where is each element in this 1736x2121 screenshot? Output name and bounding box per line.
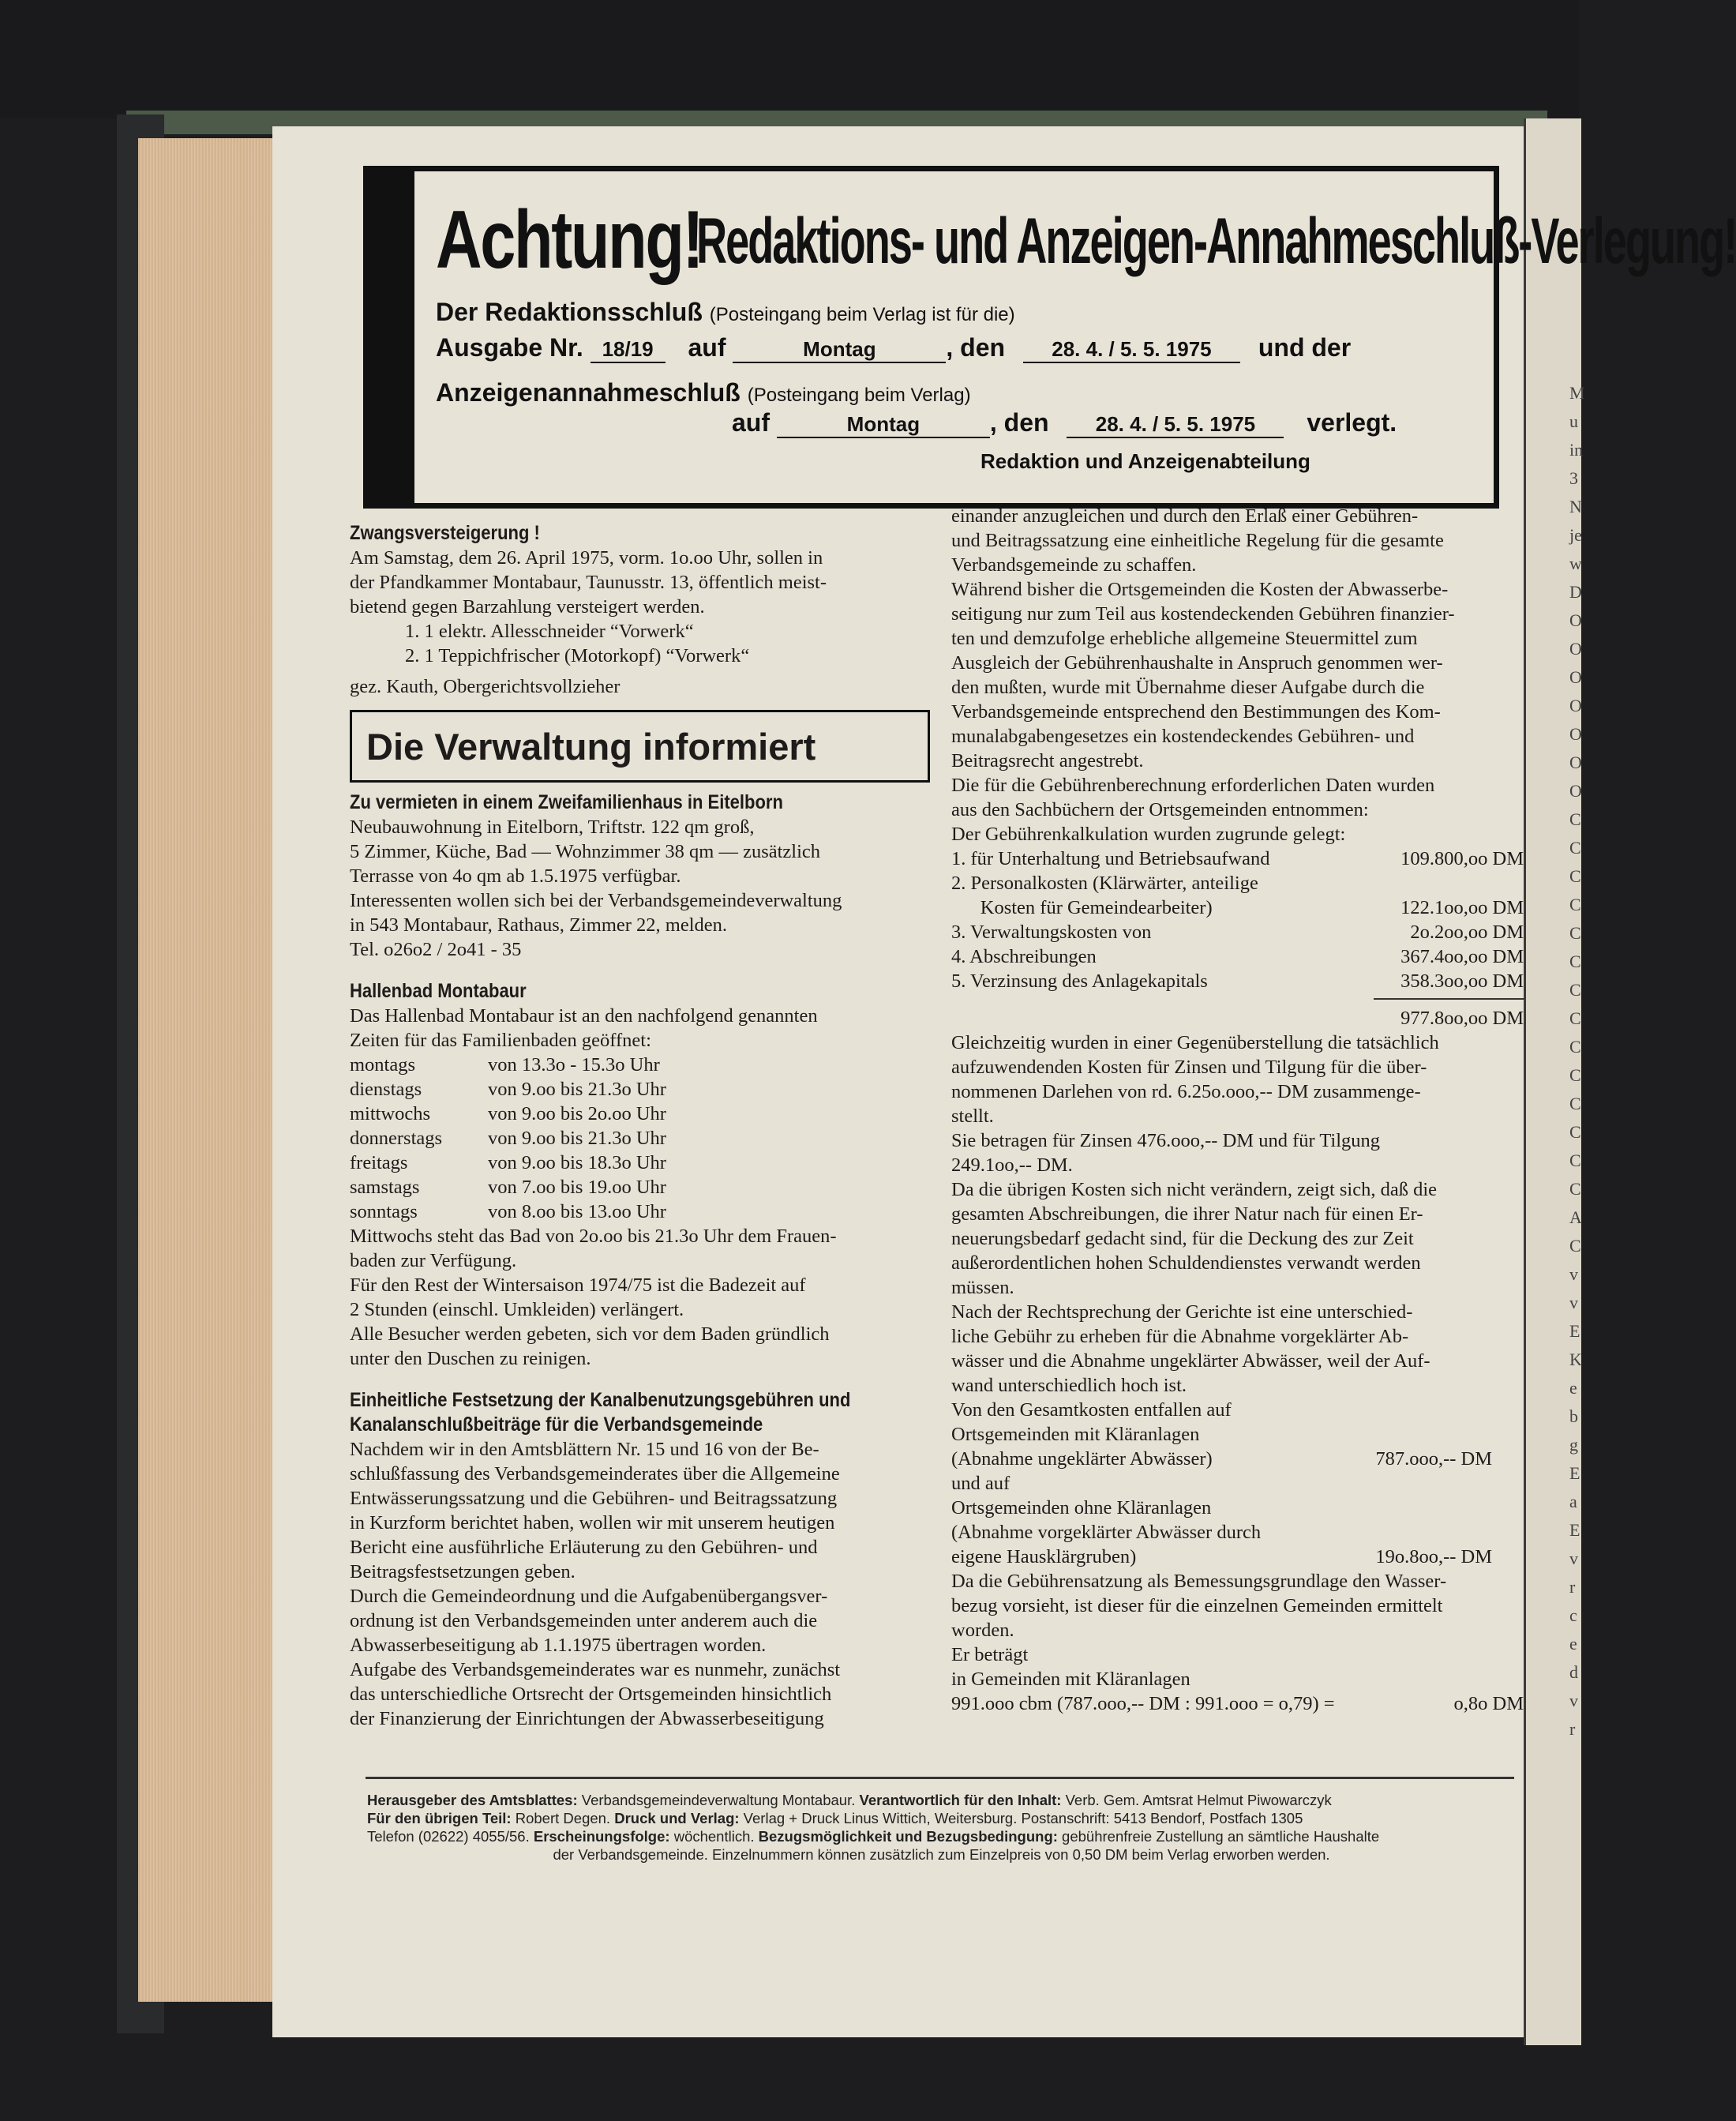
next-page-letter: je [1569, 525, 1582, 545]
text-line: Da die Gebührensatzung als Bemessungsgrundlage den Wasser- [951, 1571, 1447, 1592]
next-page-letter: a [1569, 1492, 1577, 1511]
text-line: Ortsgemeinden mit Kläranlagen [951, 1424, 1200, 1445]
text-line: Interessenten wollen sich bei der Verbandsgemeindeverwaltung [350, 890, 842, 911]
right-column [951, 504, 1524, 1716]
cost-row: 4. Abschreibungen 367.4oo,oo DM [951, 946, 1524, 967]
text-line: Das Hallenbad Montabaur ist an den nachfolgend genannten [350, 1005, 818, 1027]
next-page-letter: C [1569, 923, 1581, 943]
with-plants-row: (Abnahme ungeklärter Abwässer) 787.ooo,-- DM [951, 1448, 1492, 1470]
next-page-letter: b [1569, 1406, 1578, 1426]
footer-line: der Verbandsgemeinde. Einzelnummern können zusätzlich zum Einzelpreis von 0,50 DM beim Verlag erworben werden. [553, 1846, 1330, 1863]
text-line: Aufgabe des Verbandsgemeinderates war es nunmehr, zunächst [350, 1659, 841, 1680]
next-page-letter: O [1569, 724, 1582, 744]
next-page-letter: C [1569, 1122, 1581, 1142]
text-line: Tel. o26o2 / 2o41 - 35 [350, 939, 522, 960]
text-line: neuerungsbedarf gedacht sind, für die Deckung des zur Zeit [951, 1228, 1414, 1249]
next-page-letter: u [1569, 411, 1578, 431]
text-line: Abwasserbeseitigung ab 1.1.1975 übertragen worden. [350, 1635, 767, 1656]
next-page-letter: 3 [1569, 468, 1578, 488]
fees-heading: Einheitliche Festsetzung der Kanalbenutzungsgebühren und [350, 1389, 851, 1411]
text-line: und Beitragssatzung eine einheitliche Regelung für die gesamte [951, 530, 1444, 551]
text-line: in Gemeinden mit Kläranlagen [951, 1669, 1190, 1690]
next-page-letter: r [1569, 1577, 1576, 1597]
next-page-letter: C [1569, 1151, 1581, 1170]
right-text-a [951, 504, 1524, 847]
text-line: Ausgleich der Gebührenhaushalte in Anspruch genommen wer- [951, 652, 1443, 674]
text-line: einander anzugleichen und durch den Erlaß einer Gebühren- [951, 505, 1419, 527]
next-page-letter: C [1569, 895, 1581, 914]
deadline-banner [363, 166, 1736, 509]
text-line: ten und demzufolge erhebliche allgemeine Steuermittel zum [951, 628, 1418, 649]
next-page-letter: C [1569, 1236, 1581, 1256]
text-line: Verbandsgemeinde zu schaffen. [951, 554, 1197, 576]
cost-table [951, 847, 1524, 1030]
hours-row: samstags von 7.oo bis 19.oo Uhr [350, 1177, 666, 1198]
text-line: in Kurzform berichtet haben, wollen wir mit unserem heutigen [350, 1512, 835, 1534]
next-page-letter: in [1569, 440, 1584, 460]
banner-line-3: Anzeigenannahmeschluß (Posteingang beim Verlag) [436, 378, 971, 407]
text-line: unter den Duschen zu reinigen. [350, 1348, 591, 1369]
footer-line: Für den übrigen Teil: Robert Degen. Druck und Verlag: Verlag + Druck Linus Wittich, Weitersburg. Postanschrift: 5413 Bendorf, Postfach 1305 [367, 1810, 1303, 1826]
text-line: Nach der Rechtsprechung der Gerichte ist eine unterschied- [951, 1301, 1413, 1323]
next-page-letter: C [1569, 952, 1581, 971]
banner-line-4: auf Montag , den 28. 4. / 5. 5. 1975 verlegt. [732, 408, 1397, 437]
date-2: 28. 4. / 5. 5. 1975 [1067, 412, 1284, 438]
text-line: Zeiten für das Familienbaden geöffnet: [350, 1030, 651, 1051]
text-line: Von den Gesamtkosten entfallen auf [951, 1399, 1232, 1421]
rental-heading: Zu vermieten in einem Zweifamilienhaus in Eitelborn [350, 791, 783, 813]
text-line: in 543 Montabaur, Rathaus, Zimmer 22, melden. [350, 914, 728, 936]
next-page-letter: E [1569, 1463, 1580, 1483]
next-page-letter: e [1569, 1378, 1577, 1398]
next-page-letter: d [1569, 1662, 1578, 1682]
cost-row: 2. Personalkosten (Klärwärter, anteilige [951, 873, 1258, 894]
text-line: aus den Sachbüchern der Ortsgemeinden entnommen: [951, 799, 1369, 820]
next-page-letter: C [1569, 1094, 1581, 1113]
next-page-letters [1569, 379, 1585, 1744]
footer-line: Herausgeber des Amtsblattes: Verbandsgemeindeverwaltung Montabaur. Verantwortlich für den Inhalt: Verb. Gem. Amtsrat Helmut Piwowarczyk [367, 1792, 1332, 1808]
left-column [350, 521, 930, 1731]
text-line: Während bisher die Ortsgemeinden die Kosten der Abwasserbe- [951, 579, 1449, 600]
fees-heading-2: Kanalanschlußbeiträge für die Verbandsgemeinde [350, 1413, 763, 1436]
text-line: Gleichzeitig wurden in einer Gegenüberstellung die tatsächlich [951, 1032, 1439, 1053]
next-page-letter: v [1569, 1293, 1578, 1312]
next-page-letter: C [1569, 866, 1581, 886]
next-page-letter: C [1569, 1179, 1581, 1199]
text-line: Die für die Gebührenberechnung erforderlichen Daten wurden [951, 775, 1435, 796]
next-page-letter: E [1569, 1520, 1580, 1540]
info-box-title: Die Verwaltung informiert [350, 710, 930, 783]
banner-black-bar [369, 171, 414, 503]
text-line: müssen. [951, 1277, 1014, 1298]
right-text-b [951, 1030, 1524, 1447]
date-1: 28. 4. / 5. 5. 1975 [1023, 337, 1240, 363]
text-line: schlußfassung des Verbandsgemeinderates über die Allgemeine [350, 1463, 840, 1485]
next-page-edge [1524, 118, 1585, 2045]
text-line: das unterschiedliche Ortsrecht der Ortsgemeinden hinsichtlich [350, 1684, 832, 1705]
next-page-letter: C [1569, 980, 1581, 1000]
text-line: Für den Rest der Wintersaison 1974/75 ist die Badezeit auf [350, 1274, 806, 1296]
next-page-letter: C [1569, 1037, 1581, 1057]
banner-line-1: Der Redaktionsschluß (Posteingang beim Verlag ist für die) [436, 298, 1015, 326]
text-line: den mußten, wurde mit Übernahme dieser Aufgabe durch die [951, 677, 1425, 698]
cost-row: 5. Verzinsung des Anlagekapitals 358.3oo,oo DM [951, 970, 1524, 992]
text-line: Entwässerungssatzung und die Gebühren- und Beitragssatzung [350, 1488, 838, 1509]
next-page-letter: r [1569, 1719, 1576, 1739]
next-page-letter: c [1569, 1605, 1577, 1625]
next-page-letter: D [1569, 582, 1582, 602]
hours-row: dienstags von 9.oo bis 21.3o Uhr [350, 1079, 666, 1100]
text-line: baden zur Verfügung. [350, 1250, 517, 1271]
next-page-letter: C [1569, 838, 1581, 858]
text-line: nommenen Darlehen von rd. 6.25o.ooo,-- DM zusammenge- [951, 1081, 1421, 1102]
auction-item: 2. 1 Teppichfrischer (Motorkopf) “Vorwerk“ [405, 645, 750, 666]
cost-row: Kosten für Gemeindearbeiter) 122.1oo,oo DM [951, 897, 1524, 918]
text-line: Am Samstag, dem 26. April 1975, vorm. 1o.oo Uhr, sollen in [350, 547, 823, 569]
next-page-letter: O [1569, 610, 1582, 630]
text-line: und auf [951, 1473, 1010, 1494]
text-line: stellt. [951, 1106, 994, 1127]
next-page-letter: O [1569, 753, 1582, 772]
text-line: Beitragsfestsetzungen geben. [350, 1561, 576, 1582]
text-line: Ortsgemeinden ohne Kläranlagen [951, 1497, 1212, 1518]
next-page-letter: C [1569, 1008, 1581, 1028]
text-line: Bericht eine ausführliche Erläuterung zu den Gebühren- und [350, 1537, 818, 1558]
text-line: seitigung nur zum Teil aus kostendeckenden Gebühren finanzier- [951, 603, 1455, 625]
banner-line-2: Ausgabe Nr. 18/19 auf Montag , den 28. 4. / 5. 5. 1975 und der [436, 333, 1352, 362]
issue-number: 18/19 [591, 337, 666, 363]
background-top [0, 0, 1579, 118]
next-page-letter: w [1569, 554, 1582, 573]
text-line: Mittwochs steht das Bad von 2o.oo bis 21.3o Uhr dem Frauen- [350, 1226, 837, 1247]
next-page-letter: O [1569, 696, 1582, 715]
next-page-letter: C [1569, 809, 1581, 829]
fees-text [350, 1437, 930, 1731]
text-line: (Abnahme vorgeklärter Abwässer durch [951, 1522, 1262, 1543]
banner-signature: Redaktion und Anzeigenabteilung [980, 449, 1310, 473]
calc-row: 991.ooo cbm (787.ooo,-- DM : 991.ooo = o,79) = o,8o DM [951, 1693, 1524, 1714]
auction-text [350, 546, 930, 699]
next-page-letter: C [1569, 1065, 1581, 1085]
next-page-letter: v [1569, 1549, 1578, 1568]
weekday-1: Montag [733, 337, 946, 363]
sum-rule [1374, 998, 1524, 1000]
text-line: 2 Stunden (einschl. Umkleiden) verlängert. [350, 1299, 684, 1320]
next-page-letter: K [1569, 1350, 1582, 1369]
pool-text [350, 1004, 930, 1371]
next-page-letter: g [1569, 1435, 1578, 1455]
text-line: Der Gebührenkalkulation wurden zugrunde gelegt: [951, 824, 1346, 845]
text-line: aufzuwendenden Kosten für Zinsen und Tilgung für die über- [951, 1057, 1427, 1078]
next-page-letter: E [1569, 1321, 1580, 1341]
next-page-letter: v [1569, 1264, 1578, 1284]
hours-row: donnerstags von 9.oo bis 21.3o Uhr [350, 1128, 666, 1149]
auction-heading: Zwangsversteigerung ! [350, 522, 540, 544]
next-page-letter: O [1569, 781, 1582, 801]
text-line: gesamten Abschreibungen, die ihrer Natur nach für einen Er- [951, 1203, 1423, 1225]
text-line: Neubauwohnung in Eitelborn, Triftstr. 122 qm groß, [350, 816, 755, 838]
text-line: Terrasse von 4o qm ab 1.5.1975 verfügbar. [350, 865, 681, 887]
footer-line: Telefon (02622) 4055/56. Erscheinungsfolge: wöchentlich. Bezugsmöglichkeit und Bezugsbedingung: gebührenfreie Zustellung an sämtliche Haushalte [367, 1828, 1380, 1845]
text-line: außerordentlichen hohen Schuldendienstes verwandt werden [951, 1252, 1421, 1274]
text-line: Da die übrigen Kosten sich nicht verändern, zeigt sich, daß die [951, 1179, 1438, 1200]
text-line: Er beträgt [951, 1644, 1029, 1665]
text-line: der Pfandkammer Montabaur, Taunusstr. 13, öffentlich meist- [350, 572, 827, 593]
text-line: 5 Zimmer, Küche, Bad — Wohnzimmer 38 qm — zusätzlich [350, 841, 821, 862]
text-line: liche Gebühr zu erheben für die Abnahme vorgeklärter Ab- [951, 1326, 1409, 1347]
without-plants-row: eigene Hausklärgruben) 19o.8oo,-- DM [951, 1546, 1492, 1567]
text-line: Beitragsrecht angestrebt. [951, 750, 1144, 771]
text-line: munalabgabengesetzes ein kostendeckendes Gebühren- und [951, 726, 1415, 747]
banner-headline [436, 193, 1736, 287]
right-text-c [951, 1569, 1524, 1691]
auction-signed: gez. Kauth, Obergerichtsvollzieher [350, 676, 621, 697]
imprint-footer [367, 1791, 1516, 1864]
next-page-letter: O [1569, 667, 1582, 687]
text-line: worden. [951, 1620, 1014, 1641]
hours-row: mittwochs von 9.oo bis 2o.oo Uhr [350, 1103, 666, 1124]
text-line: der Finanzierung der Einrichtungen der Abwasserbeseitigung [350, 1708, 824, 1729]
rental-text [350, 815, 930, 962]
text-line: Durch die Gemeindeordnung und die Aufgabenübergangsver- [350, 1586, 828, 1607]
hours-row: montags von 13.3o - 15.3o Uhr [350, 1054, 660, 1076]
hours-row: sonntags von 8.oo bis 13.oo Uhr [350, 1201, 666, 1222]
auction-item: 1. 1 elektr. Allesschneider “Vorwerk“ [405, 621, 694, 642]
pool-heading: Hallenbad Montabaur [350, 980, 527, 1002]
weekday-2: Montag [777, 412, 990, 438]
text-line: Sie betragen für Zinsen 476.ooo,-- DM und für Tilgung [951, 1130, 1381, 1151]
footer-rule [366, 1777, 1514, 1779]
cost-total: 977.8oo,oo DM [1400, 1008, 1524, 1029]
text-line: bietend gegen Barzahlung versteigert werden. [350, 596, 705, 618]
cost-row: 1. für Unterhaltung und Betriebsaufwand 109.800,oo DM [951, 848, 1524, 869]
hours-row: freitags von 9.oo bis 18.3o Uhr [350, 1152, 666, 1173]
page-edges [138, 138, 276, 2002]
text-line: 249.1oo,-- DM. [951, 1154, 1073, 1176]
text-line: Nachdem wir in den Amtsblättern Nr. 15 und 16 von der Be- [350, 1439, 819, 1460]
headline-rest: Redaktions- und Anzeigen-Annahmeschluß-Verlegung! [696, 205, 1736, 277]
text-line: Alle Besucher werden gebeten, sich vor dem Baden gründlich [350, 1323, 830, 1345]
next-page-letter: M [1569, 383, 1585, 403]
text-line: bezug vorsieht, ist dieser für die einzelnen Gemeinden ermittelt [951, 1595, 1443, 1616]
text-line: ordnung ist den Verbandsgemeinden unter anderem auch die [350, 1610, 818, 1631]
next-page-letter: O [1569, 639, 1582, 659]
text-line: Verbandsgemeinde entsprechend den Bestimmungen des Kom- [951, 701, 1441, 723]
cost-row: 3. Verwaltungskosten von 2o.2oo,oo DM [951, 922, 1524, 943]
next-page-letter: v [1569, 1691, 1578, 1710]
text-line: wässer und die Abnahme ungeklärter Abwässer, weil der Auf- [951, 1350, 1430, 1372]
text-line: wand unterschiedlich hoch ist. [951, 1375, 1187, 1396]
next-page-letter: N [1569, 497, 1582, 516]
next-page-letter: e [1569, 1634, 1577, 1654]
next-page-letter: A [1569, 1207, 1582, 1227]
headline-achtung: Achtung! [436, 194, 703, 286]
